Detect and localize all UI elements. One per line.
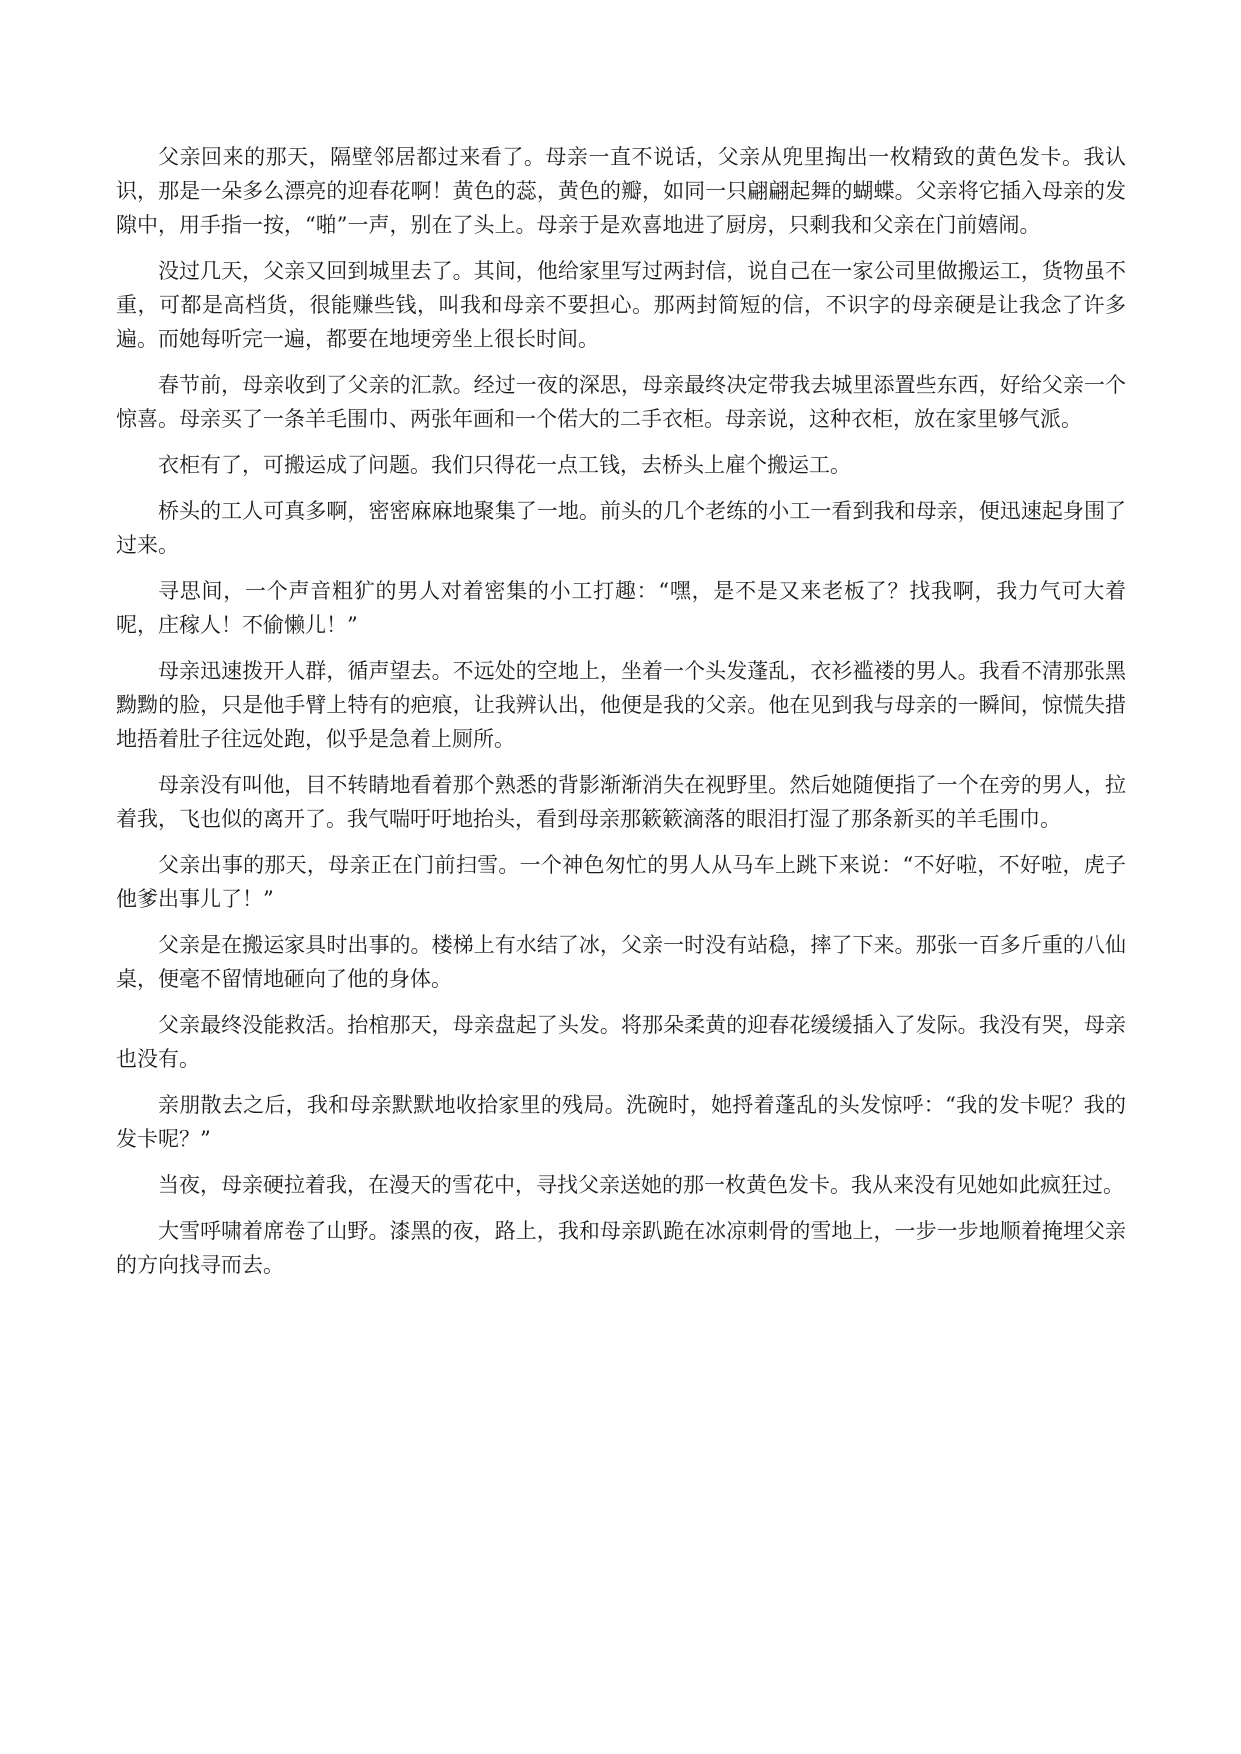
paragraph: 母亲迅速拨开人群，循声望去。不远处的空地上，坐着一个头发蓬乱，衣衫褴褛的男人。我看不清那张黑黝黝的脸，只是他手臂上特有的疤痕，让我辨认出，他便是我的父亲。他在见到我与母亲的一瞬间，惊慌失措地捂着肚子往远处跑，似乎是急着上厕所。 bbox=[116, 659, 1126, 751]
paragraph: 父亲是在搬运家具时出事的。楼梯上有水结了冰，父亲一时没有站稳，摔了下来。那张一百多斤重的八仙桌，便毫不留情地砸向了他的身体。 bbox=[116, 933, 1126, 991]
paragraph: 父亲最终没能救活。抬棺那天，母亲盘起了头发。将那朵柔黄的迎春花缓缓插入了发际。我没有哭，母亲也没有。 bbox=[116, 1013, 1126, 1071]
paragraph: 没过几天，父亲又回到城里去了。其间，他给家里写过两封信，说自己在一家公司里做搬运工，货物虽不重，可都是高档货，很能赚些钱，叫我和母亲不要担心。那两封简短的信，不识字的母亲硬是让我念了许多遍。而她每听完一遍，都要在地埂旁坐上很长时间。 bbox=[116, 259, 1126, 351]
paragraph: 母亲没有叫他，目不转睛地看着那个熟悉的背影渐渐消失在视野里。然后她随便指了一个在旁的男人，拉着我，飞也似的离开了。我气喘吁吁地抬头，看到母亲那簌簌滴落的眼泪打湿了那条新买的羊毛围巾。 bbox=[116, 773, 1126, 831]
paragraph: 当夜，母亲硬拉着我，在漫天的雪花中，寻找父亲送她的那一枚黄色发卡。我从来没有见她如此疯狂过。 bbox=[158, 1173, 1124, 1197]
paragraph: 桥头的工人可真多啊，密密麻麻地聚集了一地。前头的几个老练的小工一看到我和母亲，便迅速起身围了过来。 bbox=[116, 499, 1126, 557]
paragraph: 春节前，母亲收到了父亲的汇款。经过一夜的深思，母亲最终决定带我去城里添置些东西，好给父亲一个惊喜。母亲买了一条羊毛围巾、两张年画和一个偌大的二手衣柜。母亲说，这种衣柜，放在家里够气派。 bbox=[116, 373, 1126, 431]
story-body bbox=[116, 140, 1126, 1294]
paragraph: 父亲回来的那天，隔壁邻居都过来看了。母亲一直不说话，父亲从兜里掏出一枚精致的黄色发卡。我认识，那是一朵多么漂亮的迎春花啊！黄色的蕊，黄色的瓣，如同一只翩翩起舞的蝴蝶。父亲将它插入母亲的发隙中，用手指一按，“啪”一声，别在了头上。母亲于是欢喜地进了厨房，只剩我和父亲在门前嬉闹。 bbox=[116, 145, 1126, 237]
paragraph: 衣柜有了，可搬运成了问题。我们只得花一点工钱，去桥头上雇个搬运工。 bbox=[158, 453, 851, 477]
paragraph: 父亲出事的那天，母亲正在门前扫雪。一个神色匆忙的男人从马车上跳下来说：“不好啦，不好啦，虎子他爹出事儿了！” bbox=[116, 853, 1126, 911]
paragraph: 亲朋散去之后，我和母亲默默地收拾家里的残局。洗碗时，她捋着蓬乱的头发惊呼：“我的发卡呢？我的发卡呢？” bbox=[116, 1093, 1126, 1151]
paragraph: 寻思间，一个声音粗犷的男人对着密集的小工打趣：“嘿，是不是又来老板了？找我啊，我力气可大着呢，庄稼人！不偷懒儿！” bbox=[116, 579, 1126, 637]
paragraph: 大雪呼啸着席卷了山野。漆黑的夜，路上，我和母亲趴跪在冰凉刺骨的雪地上，一步一步地顺着掩埋父亲的方向找寻而去。 bbox=[116, 1219, 1126, 1277]
